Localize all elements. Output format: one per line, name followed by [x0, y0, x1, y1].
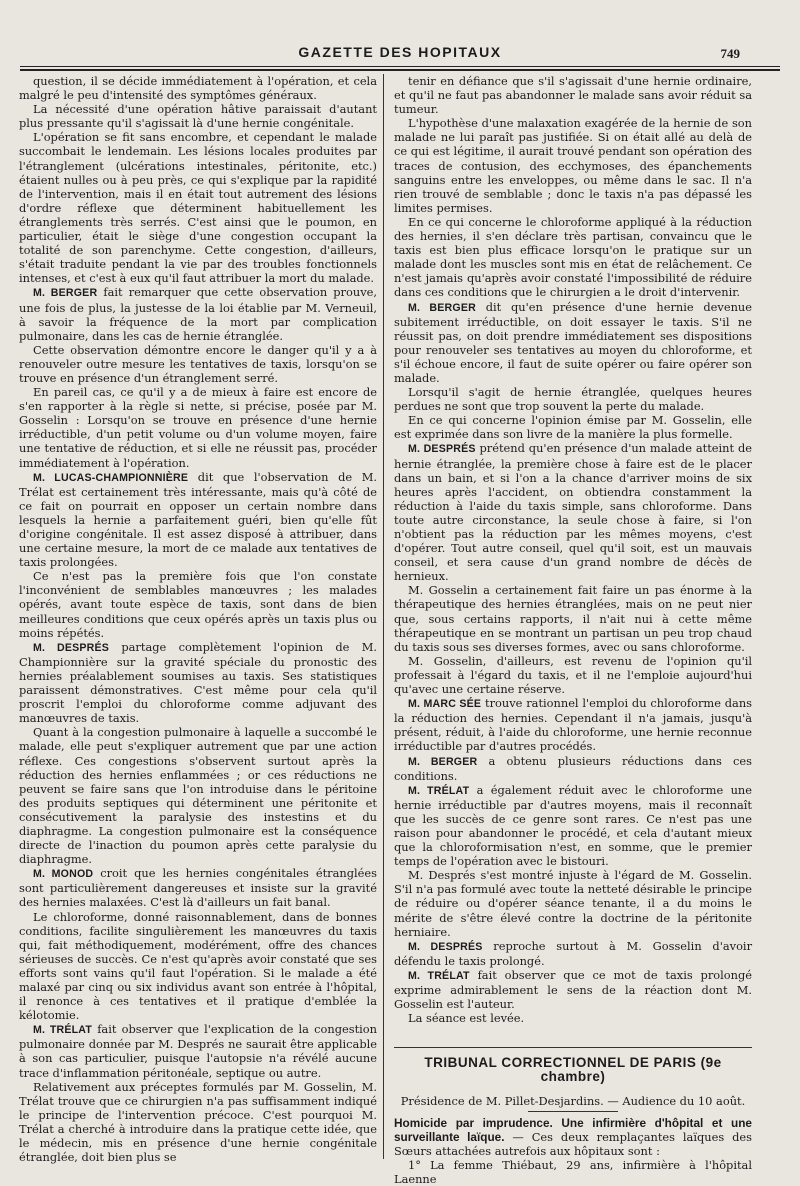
journal-title: GAZETTE DES HOPITAUX [298, 44, 502, 60]
paragraph-text: L'hypothèse d'une malaxation exagérée de la hernie de son malade ne lui paraît pas justifiée. Si on était allé au delà de ce qui est légitime, il aurait trouvé pendant son opération des traces de contusion, des ecchymoses, des épanchements sanguins entre les enveloppes, ou même dans le sac. Il n'a rien trouvé de semblable ; donc le taxis n'a pas dépassé les limites permises. [394, 116, 752, 215]
paragraph [394, 968, 752, 1011]
paragraph [394, 939, 752, 968]
speaker-name: M. TRÉLAT [33, 1024, 93, 1037]
speaker-name: M. BERGER [408, 301, 476, 314]
paragraph [19, 130, 377, 285]
speaker-name: M. MONOD [33, 868, 94, 881]
paragraph [19, 725, 377, 866]
paragraph [19, 640, 377, 726]
paragraph-text: a obtenu plusieurs réductions dans ces conditions. [394, 753, 752, 783]
speaker-name: M. DESPRÉS [408, 443, 476, 456]
paragraph [394, 74, 752, 116]
speaker-name: M. MARC SÉE [408, 698, 482, 711]
paragraph-text: prétend qu'en présence d'un malade atteint de hernie étranglée, la première chose à faire est de le placer dans un bain, et si l'on a la chance d'arriver moins de six heures après l'accident, on obtiendra constamment la réduction à l'aide du taxis simple, sans chloroforme. Dans toute autre circonstance, la seule chose à faire, si l'on n'obtient pas la réduction par les mêmes moyens, c'est d'opérer. Tout autre conseil, quel qu'il soit, est un mauvais conseil, et sera cause d'un grand nombre de décès de hernieux. [394, 441, 753, 584]
paragraph-text: La nécessité d'une opération hâtive paraissait d'autant plus pressante qu'il s'agissait là d'une hernie congénitale. [19, 102, 377, 131]
column-divider [383, 74, 384, 1159]
paragraph [394, 441, 752, 583]
paragraph-text: En ce qui concerne l'opinion émise par M. Gosselin, elle est exprimée dans son livre de la manière la plus formelle. [394, 413, 752, 442]
case-item: 1° La femme Thiébaut, 29 ans, infirmière à l'hôpital Laenne [394, 1157, 752, 1186]
paragraph-text: M. Gosselin a certainement fait faire un pas énorme à la thérapeutique des hernies étranglées, mais on ne peut nier que, sous certains rapports, il n'ait nui à cette même thérapeutique en se montrant un partisan un peu trop chaud du taxis sous ses diverses formes, avec ou sans chloroforme. [394, 583, 752, 654]
paragraph-text: L'opération se fit sans encombre, et cependant le malade succombait le lendemain. Les lésions locales produites par l'étranglement (ulcérations intestinales, péritonite, etc.) étaient nulles ou à peu près, ce qui s'explique par la rapidité de l'intervention, mais il en était tout autrement des lésions d'ordre réflexe que déterminent habituellement les étranglements très serrés. C'est ainsi que le poumon, en particulier, était le siège d'une congestion occupant la totalité de son parenchyme. Cette congestion, d'ailleurs, s'était traduite pendant la vie par des troubles fonctionnels intenses, et c'est à eux qu'il faut attribuer la mort du malade. [19, 130, 377, 286]
speaker-name: M. TRÉLAT [408, 969, 470, 982]
page-header [20, 38, 780, 68]
paragraph [19, 102, 377, 130]
paragraph-text: tenir en défiance que s'il s'agissait d'une hernie ordinaire, et qu'il ne faut pas abandonner le malade sans avoir réduit sa tumeur. [394, 74, 752, 117]
header-rule [20, 66, 780, 67]
paragraph [19, 470, 377, 570]
speaker-name: M. TRÉLAT [408, 784, 470, 797]
paragraph [394, 654, 752, 696]
paragraph-text: question, il se décide immédiatement à l'opération, et cela malgré le peu d'intensité des symptômes généraux. [19, 74, 377, 103]
paragraph-text: fait observer que ce mot de taxis prolongé exprime admirablement le sens de la réaction dont M. Gosselin est l'auteur. [394, 967, 752, 1012]
paragraph [394, 385, 752, 413]
section-heading-tribunal: TRIBUNAL CORRECTIONNEL DE PARIS (9e chambre) [394, 1047, 752, 1084]
paragraph-text: Quant à la congestion pulmonaire à laquelle a succombé le malade, elle peut s'expliquer autrement que par une action réflexe. Ces congestions s'observent surtout après la réduction des hernies enflammées ; or ces réductions ne peuvent se faire sans que l'on introduise dans le péritoine des produits septiques qui déterminent une péritonite et consécutivement la paralysie des instestins et du diaphragme. La congestion pulmonaire est la conséquence directe de l'inaction du poumon après cette paralysie du diaphragme. [19, 725, 377, 867]
paragraph-text: Lorsqu'il s'agit de hernie étranglée, quelques heures perdues ne sont que trop souvent la perte du malade. [394, 385, 752, 414]
right-column-paragraphs [394, 74, 752, 1025]
paragraph-text: En ce qui concerne le chloroforme appliqué à la réduction des hernies, il s'en déclare très partisan, convaincu que le taxis est bien plus efficace lorsqu'on le pratique sur un malade dont les muscles sont mis en état de relâchement. Ce n'est jamais qu'après avoir constaté l'impossibilité de réduire dans ces conditions que le chirurgien a le droit d'intervenir. [394, 214, 752, 300]
paragraph [394, 754, 752, 783]
paragraph-text: reproche surtout à M. Gosselin d'avoir défendu le taxis prolongé. [394, 938, 753, 968]
paragraph [394, 583, 752, 653]
paragraph-text: Le chloroforme, donné raisonnablement, dans de bonnes conditions, facilite singulièrement les manœuvres du taxis qui, fait méthodiquement, modérément, offre des chances sérieuses de succès. Ce n'est qu'après avoir constaté que ses efforts sont vains qu'il faut l'opération. Si le malade a été malaxé par cinq ou six individus avant son entrée à l'hôpital, il renonce à ces tentatives et il pratique d'emblée la kélotomie. [19, 909, 377, 1023]
paragraph [394, 1011, 752, 1025]
paragraph [394, 783, 752, 869]
paragraph [19, 385, 377, 470]
paragraph-text: dit qu'en présence d'une hernie devenue subitement irréductible, on doit essayer le taxis. S'il ne réussit pas, on doit prendre immédiatement ses dispositions pour renouveler ses tentatives au moyen du chloroforme, et s'il échoue encore, il faut de suite opérer ou faire opérer son malade. [394, 299, 753, 385]
speaker-name: M. DESPRÉS [33, 641, 110, 654]
paragraph [19, 74, 377, 102]
paragraph [19, 1022, 377, 1079]
paragraph-text: trouve rationnel l'emploi du chloroforme dans la réduction des hernies. Cependant il n'a jamais, jusqu'à présent, réduit, à l'aide du chloroforme, une hernie reconnue irréductible par d'autres procédés. [394, 696, 753, 754]
paragraph-text: En pareil cas, ce qu'il y a de mieux à faire est encore de s'en rapporter à la règle si nette, si précise, posée par M. Gosselin : Lorsqu'on se trouve en présence d'une hernie irréductible, d'un petit volume ou d'un volume moyen, faire une tentative de réduction, et si elle ne réussit pas, procéder immédiatement à l'opération. [19, 385, 377, 470]
paragraph [394, 215, 752, 300]
paragraph-text: partage complètement l'opinion de M. Championnière sur la gravité spéciale du pronostic des hernies préalablement soumises au taxis. Ses statistiques paraissent démonstratives. C'est même pour cela qu'il proscrit l'emploi du chloroforme comme adjuvant des manœuvres de taxis. [19, 639, 378, 726]
paragraph-text: La séance est levée. [408, 1011, 525, 1026]
left-column [19, 74, 378, 1165]
paragraph [19, 1080, 377, 1165]
page-number: 749 [720, 46, 740, 61]
speaker-name: M. LUCAS-CHAMPIONNIÈRE [33, 471, 189, 484]
paragraph-text: Cette observation démontre encore le danger qu'il y a à renouveler outre mesure les tentatives de taxis, lorsqu'on se trouve en présence d'un étranglement serré. [19, 342, 377, 385]
paragraph-text: dit que l'observation de M. Trélat est certainement très intéressante, mais qu'à côté de ce fait on pourrait en opposer un certain nombre dans lesquels la hernie a parfaitement guéri, bien qu'elle fût d'origine congénitale. Il est assez disposé à attribuer, dans une certaine mesure, la mort de ce malade aux tentatives de taxis prolongées. [19, 469, 377, 570]
paragraph [394, 116, 752, 215]
case-paragraph [394, 1116, 752, 1158]
paragraph [394, 868, 752, 938]
paragraph-text: a également réduit avec le chloroforme une hernie irréductible par d'autres moyens, mais il reconnaît que les succès de ce genre sont rares. Ce n'est pas une raison pour abandonner le procédé, et cela d'autant mieux que la chloroformisation n'est, en somme, que le premier temps de l'opération avec le bistouri. [394, 782, 753, 869]
short-rule [528, 1111, 618, 1112]
paragraph [394, 413, 752, 441]
paragraph [19, 285, 377, 342]
paragraph [19, 910, 377, 1023]
header-rule-thick [20, 69, 780, 71]
paragraph [19, 343, 377, 385]
paragraph-text: fait observer que l'explication de la congestion pulmonaire donnée par M. Després ne saurait être applicable à son cas particulier, puisque l'autopsie n'a révélé aucune trace d'inflammation péritonéale, septique ou autre. [19, 1022, 377, 1080]
paragraph [19, 569, 377, 639]
paragraph-text: M. Gosselin, d'ailleurs, est revenu de l'opinion qu'il professait à l'égard du taxis, et il ne l'emploie aujourd'hui qu'avec une certaine réserve. [394, 653, 752, 697]
paragraph-text: Ce n'est pas la première fois que l'on constate l'inconvénient de semblables manœuvres ; les malades opérés, avant toute espèce de taxis, sont dans de bien meilleures conditions que ceux opérés après un taxis plus ou moins répétés. [19, 569, 377, 640]
paragraph-text: croit que les hernies congénitales étranglées sont particulièrement dangereuses et insiste sur la gravité des hernies malaxées. C'est là d'ailleurs un fait banal. [19, 866, 377, 910]
case-text: — Ces deux remplaçantes laïques des Sœurs attachées autrefois aux hôpitaux sont : [394, 1129, 752, 1158]
presidence-line: Présidence de M. Pillet-Desjardins. — Audience du 10 août. [400, 1094, 746, 1109]
speaker-name: M. DESPRÉS [408, 940, 483, 953]
paragraph [19, 866, 377, 909]
paragraph [394, 300, 752, 386]
case-title: Homicide par imprudence. Une infirmière d'hôpital et une surveillante laïque. [394, 1115, 752, 1144]
paragraph [394, 696, 752, 753]
speaker-name: M. BERGER [33, 287, 98, 300]
speaker-name: M. BERGER [408, 755, 478, 768]
paragraph-text: Relativement aux préceptes formulés par M. Gosselin, M. Trélat trouve que ce chirurgien n'a pas suffisamment indiqué le principe de l'intervention précoce. C'est pourquoi M. Trélat a cherché à introduire dans la pratique cette idée, que le médecin, mis en présence d'une hernie congénitale étranglée, doit bien plus se [19, 1079, 377, 1165]
paragraph-text: fait remarquer que cette observation prouve, une fois de plus, la justesse de la loi établie par M. Verneuil, à savoir la fréquence de la mort par complication pulmonaire, dans les cas de hernie étranglée. [19, 285, 377, 343]
right-column [394, 74, 753, 1186]
paragraph-text: M. Després s'est montré injuste à l'égard de M. Gosselin. S'il n'a pas formulé avec toute la netteté désirable le principe de réduire ou d'opérer séance tenante, il a du moins le mérite de s'être élevé contre la doctrine de la péritonite herniaire. [394, 868, 752, 939]
